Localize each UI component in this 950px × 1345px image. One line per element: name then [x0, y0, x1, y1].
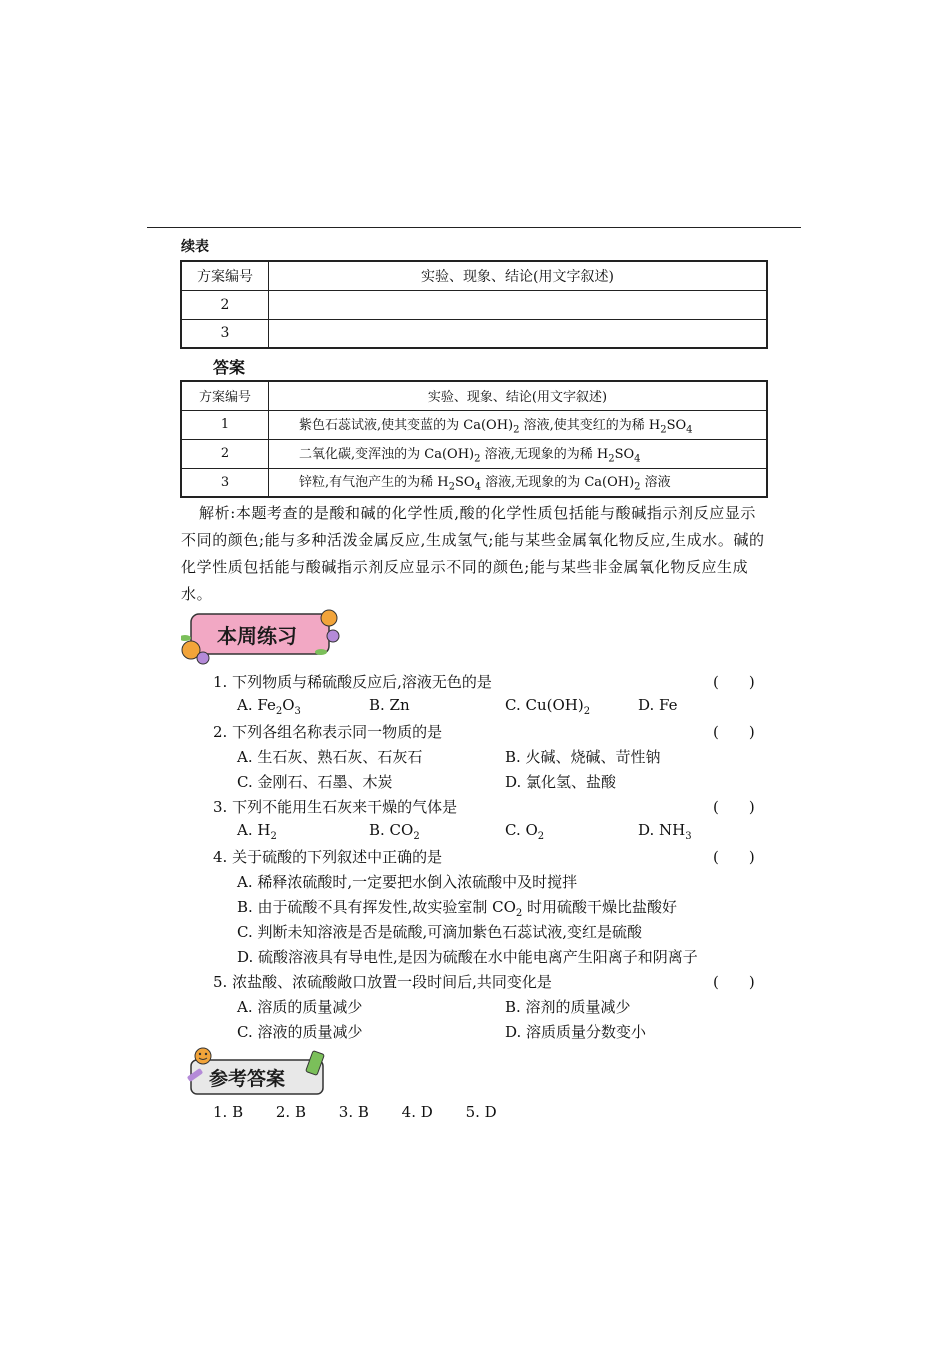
row-content: 锌粒,有气泡产生的为稀 $H_2SO_4$ 溶液,无现象的为 $Ca(OH)_2$ 溶液 [269, 468, 768, 497]
table-continued [180, 260, 768, 349]
table-row [181, 439, 767, 468]
q4-option-b: B. 由于硫酸不具有挥发性,故实验室制 $CO_2$ 时用硫酸干燥比盐酸好 [237, 898, 678, 919]
answer-blank: ( ) [713, 723, 755, 741]
table-header-scheme: 方案编号 [181, 261, 269, 290]
q1-option-d: D. Fe [638, 696, 678, 714]
table-row [181, 290, 767, 319]
question-4-stem: 4. 关于硫酸的下列叙述中正确的是 [213, 848, 443, 866]
q2-option-c: C. 金刚石、石墨、木炭 [237, 773, 393, 791]
answer-label: 答案 [213, 358, 246, 377]
q5-option-d: D. 溶质质量分数变小 [505, 1023, 647, 1041]
q5-option-c: C. 溶液的质量减少 [237, 1023, 363, 1041]
answer-blank: ( ) [713, 798, 755, 816]
q1-option-b: B. Zn [369, 696, 410, 714]
top-rule [147, 227, 801, 228]
practice-banner-title: 本周练习 [217, 624, 297, 648]
q4-option-c: C. 判断未知溶液是否是硫酸,可滴加紫色石蕊试液,变红是硫酸 [237, 923, 643, 941]
answer-blank: ( ) [713, 973, 755, 991]
q1-option-a: A. $Fe_2O_3$ [237, 696, 301, 717]
q2-option-a: A. 生石灰、熟石灰、石灰石 [237, 748, 423, 766]
q4-option-d: D. 硫酸溶液具有导电性,是因为硫酸在水中能电离产生阳离子和阴离子 [237, 948, 698, 966]
answer-item: 5. D [465, 1103, 497, 1121]
practice-banner [181, 608, 341, 666]
answer-item: 4. D [401, 1103, 433, 1121]
q2-option-d: D. 氯化氢、盐酸 [505, 773, 617, 791]
question-5-stem: 5. 浓盐酸、浓硫酸敞口放置一段时间后,共同变化是 [213, 973, 552, 991]
q5-option-a: A. 溶质的质量减少 [237, 998, 363, 1016]
table-header-content: 实验、现象、结论(用文字叙述) [269, 261, 768, 290]
analysis-paragraph: 解析:本题考查的是酸和碱的化学性质,酸的化学性质包括能与酸碱指示剂反应显示不同的颜色;能与多种活泼金属反应,生成氢气;能与某些金属氧化物反应,生成水。碱的化学性质包括能与酸碱指示剂反应显示不同的颜色;能与某些非金属氧化物反应生成水。 [181, 504, 765, 603]
q3-option-c: C. $O_2$ [505, 821, 545, 842]
table-header-content: 实验、现象、结论(用文字叙述) [269, 381, 768, 410]
row-content: 紫色石蕊试液,使其变蓝的为 $Ca(OH)_2$ 溶液,使其变红的为稀 $H_2SO_4$ [269, 410, 768, 439]
q2-option-b: B. 火碱、烧碱、苛性钠 [505, 748, 661, 766]
row-content [269, 290, 768, 319]
table-row [181, 319, 767, 348]
answer-item: 1. B [213, 1103, 244, 1121]
row-number: 2 [181, 439, 269, 468]
q5-option-b: B. 溶剂的质量减少 [505, 998, 631, 1016]
answers-banner [181, 1046, 331, 1098]
question-2-stem: 2. 下列各组名称表示同一物质的是 [213, 723, 443, 741]
row-content [269, 319, 768, 348]
question-1-stem: 1. 下列物质与稀硫酸反应后,溶液无色的是 [213, 673, 492, 691]
table-row [181, 468, 767, 497]
table-row [181, 410, 767, 439]
answer-key [213, 1103, 525, 1121]
question-3-stem: 3. 下列不能用生石灰来干燥的气体是 [213, 798, 458, 816]
table-answer [180, 380, 768, 498]
q4-option-a: A. 稀释浓硫酸时,一定要把水倒入浓硫酸中及时搅拌 [237, 873, 578, 891]
answers-banner-title: 参考答案 [209, 1068, 286, 1090]
answer-item: 2. B [275, 1103, 306, 1121]
row-number: 3 [181, 468, 269, 497]
continued-label: 续表 [181, 239, 209, 255]
row-content: 二氧化碳,变浑浊的为 $Ca(OH)_2$ 溶液,无现象的为稀 $H_2SO_4$ [269, 439, 768, 468]
q3-option-d: D. $NH_3$ [638, 821, 692, 842]
q3-option-a: A. $H_2$ [237, 821, 277, 842]
row-number: 2 [181, 290, 269, 319]
answer-item: 3. B [338, 1103, 369, 1121]
row-number: 1 [181, 410, 269, 439]
table-header-scheme: 方案编号 [181, 381, 269, 410]
row-number: 3 [181, 319, 269, 348]
q1-option-c: C. $Cu(OH)_2$ [505, 696, 591, 717]
answer-blank: ( ) [713, 673, 755, 691]
q3-option-b: B. $CO_2$ [369, 821, 420, 842]
answer-blank: ( ) [713, 848, 755, 866]
